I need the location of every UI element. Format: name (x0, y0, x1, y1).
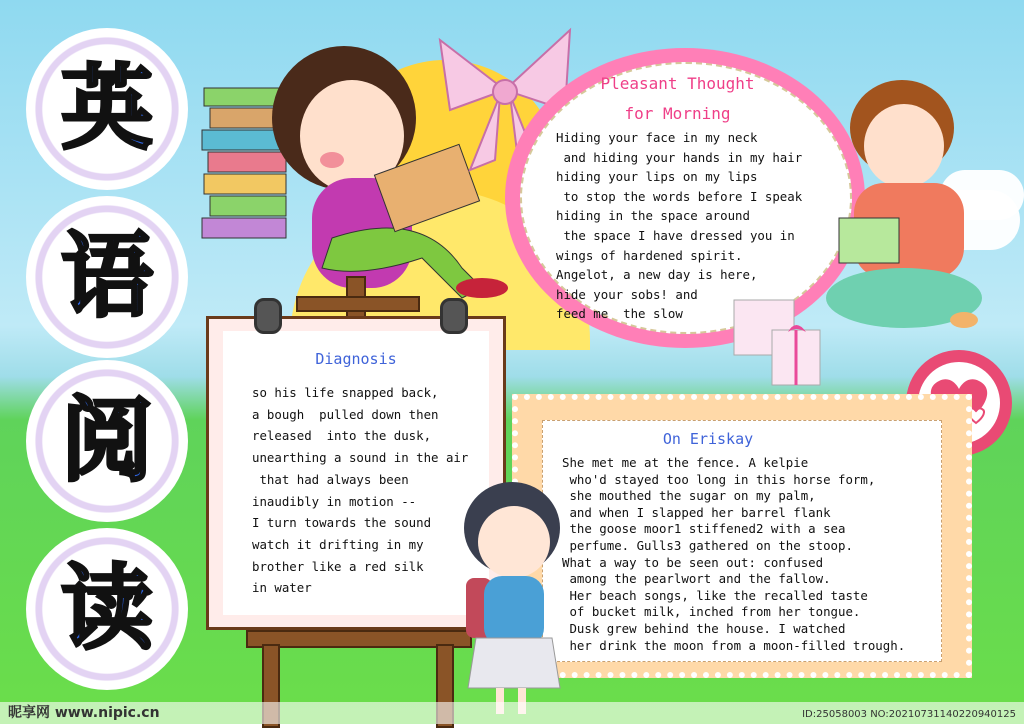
reading-boy-illustration (824, 68, 984, 338)
poem-line: who'd stayed too long in this horse form, (562, 471, 876, 487)
poem-line: that had always been (252, 471, 409, 487)
poem-line: a bough pulled down then (252, 406, 439, 422)
poem-line: I turn towards the sound (252, 515, 432, 531)
poem-line: perfume. Gulls3 gathered on the stoop. (562, 537, 853, 553)
poem-line: brother like a red silk (252, 558, 424, 574)
poem-line: the space I have dressed you in (556, 227, 795, 243)
on-eriskay-title: On Eriskay (662, 430, 754, 448)
pleasant-thought-title-2: for Morning (624, 104, 731, 123)
poem-line: of bucket milk, inched from her tongue. (562, 604, 861, 620)
poem-line: and hiding your hands in my hair (556, 149, 803, 165)
pleasant-thought-title: Pleasant Thought (600, 74, 755, 93)
title-char: 英 (60, 55, 153, 162)
poem-line: inaudibly in motion -- (252, 493, 417, 509)
binder-clip-icon (440, 298, 468, 334)
poem-line: she mouthed the sugar on my palm, (562, 488, 816, 504)
poem-line: What a way to be seen out: confused (562, 554, 824, 570)
poem-line: unearthing a sound in the air (252, 450, 469, 466)
title-char: 语 (60, 223, 153, 330)
poem-line: so his life snapped back, (252, 385, 439, 400)
poem-line: Dusk grew behind the house. I watched (562, 620, 846, 636)
poem-line: hide your sobs! and (556, 286, 698, 302)
poem-line: wings of hardened spirit. (556, 247, 743, 263)
poem-line: her drink the moon from a moon-filled trough. (562, 637, 906, 653)
title-char: 阅 (60, 387, 153, 494)
poem-line: Her beach songs, like the recalled taste (562, 587, 868, 603)
title-circle-1 (26, 28, 188, 190)
diagnosis-title: Diagnosis (315, 350, 397, 368)
poem-line: to stop the words before I speak (556, 188, 803, 204)
poem-line: the goose moor1 stiffened2 with a sea (562, 521, 846, 537)
poem-line: hiding in the space around (556, 208, 750, 224)
title-char: 读 (60, 555, 153, 662)
easel-crossbar (296, 296, 420, 312)
poem-line: watch it drifting in my (252, 536, 424, 552)
schoolgirl-illustration (456, 478, 566, 724)
gift-box-icon (726, 290, 826, 400)
poem-line: Hiding your face in my neck (556, 130, 758, 145)
poem-line: released into the dusk, (252, 428, 432, 444)
poem-line: hiding your lips on my lips (556, 169, 758, 185)
poem-line: feed me the slow (556, 306, 683, 322)
image-id: ID:25058003 NO:20210731140220940125 (802, 709, 1016, 720)
poem-line: She met me at the fence. A kelpie (562, 455, 809, 470)
title-circle-3 (26, 360, 188, 522)
poem-line: Angelot, a new day is here, (556, 267, 758, 283)
site-logo: 昵享网 www.nipic.cn (8, 705, 160, 721)
poem-line: among the pearlwort and the fallow. (562, 571, 831, 587)
title-circle-4 (26, 528, 188, 690)
poem-line: in water (252, 580, 312, 596)
on-eriskay-poem (562, 455, 942, 654)
title-circle-2 (26, 196, 188, 358)
poem-line: and when I slapped her barrel flank (562, 504, 831, 520)
binder-clip-icon (254, 298, 282, 334)
